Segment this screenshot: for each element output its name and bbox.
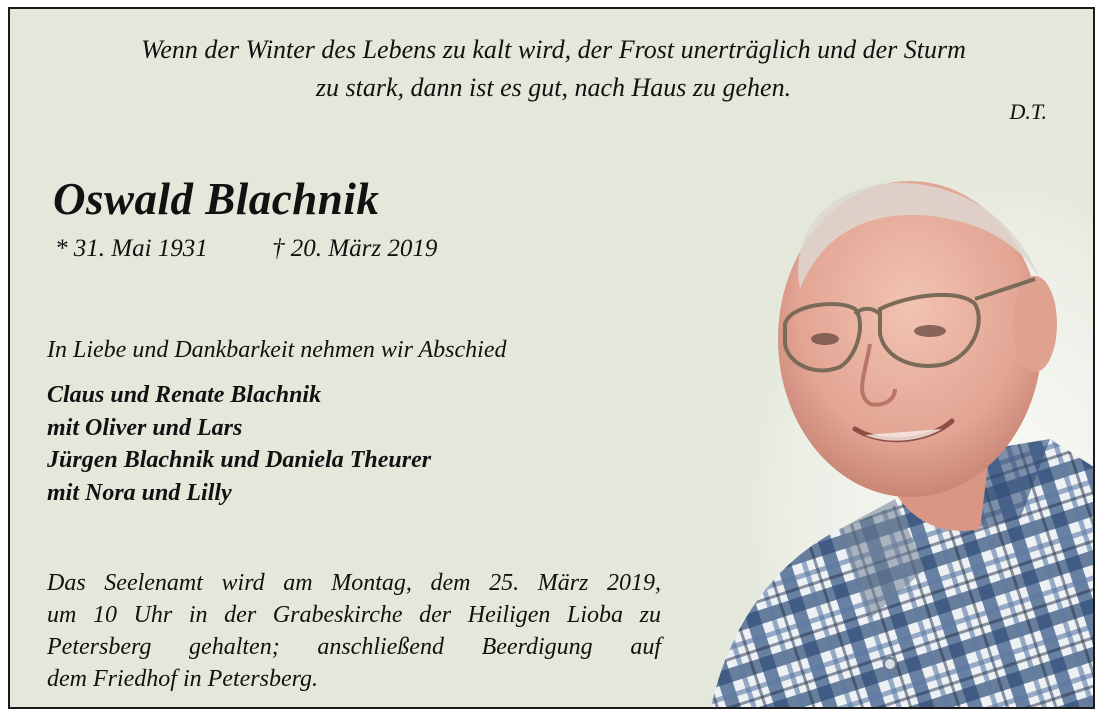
life-dates (55, 235, 437, 263)
mourner-line: Jürgen Blachnik und Daniela Theurer (47, 447, 432, 473)
service-line: um 10 Uhr in der Grabeskirche der Heiligen Lioba zu (47, 602, 661, 628)
birth-date: * 31. Mai 1931 (55, 235, 208, 262)
funeral-service-notice (47, 567, 661, 695)
quote-author: D.T. (1009, 99, 1047, 124)
deceased-name: Oswald Blachnik (53, 174, 380, 224)
quote-line-2: zu stark, dann ist es gut, nach Haus zu gehen. (315, 73, 792, 102)
obituary-card (8, 7, 1095, 709)
mourner-line: mit Nora und Lilly (47, 479, 232, 506)
portrait-photo (690, 149, 1095, 709)
mourners-list (47, 379, 431, 509)
mourner-line: Claus und Renate Blachnik (47, 382, 322, 408)
service-line: Das Seelenamt wird am Montag, dem 25. März 2019, (47, 570, 661, 596)
memorial-quote (10, 31, 1095, 107)
death-date: † 20. März 2019 (272, 235, 438, 262)
service-line: dem Friedhof in Petersberg. (47, 666, 319, 692)
farewell-intro: In Liebe und Dankbarkeit nehmen wir Abschied (47, 337, 507, 363)
quote-line-1: Wenn der Winter des Lebens zu kalt wird, der Frost unerträglich und der Sturm (141, 35, 966, 64)
mourner-line: mit Oliver und Lars (47, 414, 243, 441)
service-line: Petersberg gehalten; anschließend Beerdigung auf (47, 634, 661, 660)
